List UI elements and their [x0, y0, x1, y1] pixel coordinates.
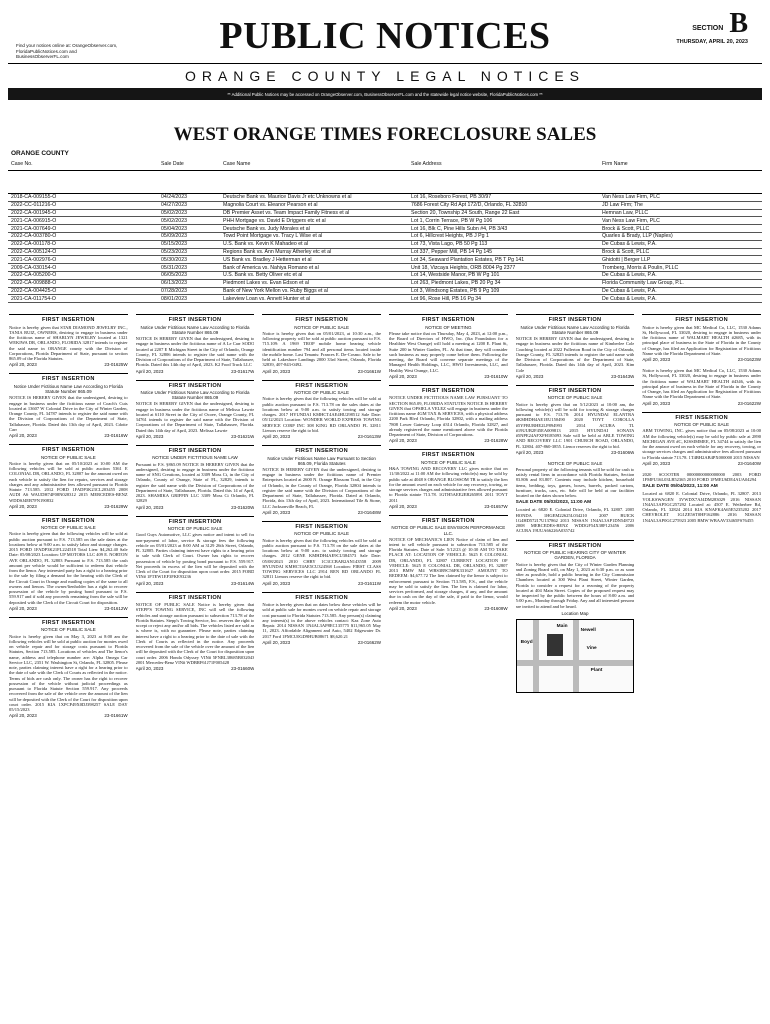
legal-notice — [262, 314, 381, 373]
insertion-label: FIRST INSERTION — [41, 517, 95, 524]
case-number: 2022-CC-011216-O — [11, 202, 57, 209]
online-line: BusinessObserverFL.com — [16, 54, 69, 60]
notice-body: Personal property of the following tenants will be sold for cash to satisfy rental liens in accordance with Florida Statutes, Section 83.806 and 83.807. Contents may include kitchen, household items, bedding, toys, games, boxes, barrels, packed cartons, furniture, trucks, cars, etc. Sale will be held at our facilities located on the dates shown below. — [515, 466, 635, 499]
notice-reference-number: 23-01617W — [231, 368, 255, 374]
publication-date: April 20, 2023 — [135, 504, 164, 510]
case-name: U.S. Bank vs. Kevin K Mahadeo et al — [223, 241, 309, 248]
foreclosure-heading: WEST ORANGE TIMES FORECLOSURE SALES — [173, 124, 597, 145]
table-row — [8, 233, 762, 241]
notice-body: NOTICE OF MECHANIC'S LIEN Notice of claim of lien and intent to sell vehicle pursuant to subsection 713.585 of the Florida Statutes. Date of Sale: 5/12/23 @ 10:30 AM TO TAKE PLACE AT: LOCATION OF VEHICLE: 5625 E COLONIAL DR, ORLANDO, FL 32807 CURRENT LOCATION OF VEHICLE: 5625 E COLONIAL DR, ORLANDO, FL 32807 2013 BMW M4 WBS3R9C56FK331627 AMOUNT TO REDEEM: $4,677.72 The lien claimed by the lienor is subject to enforcement pursuant to Section 713.585, F.S., and the vehicle may be sold to satisfy the lien. The lien is claimed for labor, services performed, and storage charges, if any, and the amount due in cash on the day of the sale, if paid to the lienor, would redeem the motor vehicle. — [388, 536, 508, 605]
map-road-label: Newell — [580, 627, 596, 633]
table-row — [8, 249, 762, 257]
publication-date: April 20, 2023 — [9, 362, 37, 368]
notice-body: Notice is hereby given that on dates below these vehicles will be sold at public sale for monies owed on vehicle repair and storage cost pursuant to Florida Statutes 713.585. Any person(s) claiming any interest(s) in the above vehicles contact: Kaz Zone Auto Repair. 2014 NISSAN 1N4AL3AP8EC135775 $11,965.05 May 11, 2023. Affordable Alignment and Auto, 5402 Edgewater Dr. 2017 Ford 1FMCU0GD9HUB08671 $8,620.21 — [262, 602, 381, 639]
sale-date: 05/15/2023 — [161, 241, 187, 248]
sale-date-heading: SALE DATE 05/04/2023, 11:00 AM — [642, 484, 718, 490]
legal-notice — [262, 592, 381, 645]
sale-date: 04/24/2023 — [161, 194, 187, 201]
sale-address: Lot 73, Vista Lago, PB 50 Pg 113 — [411, 241, 488, 248]
case-name: Bank of America vs. Nahiya Romano et al — [223, 264, 319, 271]
insertion-label: FIRST INSERTION — [41, 447, 95, 454]
notice-reference-number: 23-01628W — [484, 438, 508, 444]
notice-body: NOTICE IS HEREBY GIVEN that the undersigned, desiring to engage in business under the fictitious name of Premier Enterprises located at 2600 N. Orange Blossom Trail, in the City of Orlando, in the County of Orange, Florida 32804 intends to register the said name with the Division of Corporations of the Department of State, Tallahassee, Florida. Dated at Orlando, Florida, this 13th day of April, 2023. International Tile & Stone, LLC Jacksonville Beach, FL — [262, 466, 381, 509]
legal-notice — [642, 368, 761, 406]
notice-body: Notice is hereby given that STAR DIAMOND JEWELRY INC., TANIA RUIZ, OWNERS, desiring to engage in business under the fictitious name of SHARLYN JEWELRY located at 1321 WEKIWA DR, ORLANDO, FLORIDA 32817 intends to register the said name in ORANGE county with the Division of Corporations, Florida Department of State, pursuant to section 865.09 of the Florida Statutes. — [9, 324, 128, 362]
table-row — [8, 202, 762, 210]
table-row — [8, 194, 762, 202]
map-road-label: Plant — [590, 667, 603, 673]
firm-name: Quarles & Brady, LLP (Naples) — [602, 233, 673, 240]
notice-footer — [262, 581, 381, 586]
firm-name: Florida Community Law Group, P.L. — [602, 280, 684, 287]
notice-column — [516, 314, 635, 724]
sale-address: 7686 Forest City Rd Apt 172/D, Orlando, FL 32810 — [411, 202, 528, 209]
notice-footer — [9, 362, 128, 367]
notice-title: NOTICE OF PUBLIC SALE — [547, 460, 603, 466]
legal-notice — [9, 515, 128, 611]
legal-notice — [136, 592, 255, 672]
notice-column — [389, 314, 508, 724]
insertion-label: FIRST INSERTION — [421, 317, 475, 324]
notice-reference-number: 23-01610W — [484, 373, 508, 379]
firm-name: Brock & Scott, PLLC — [602, 248, 650, 255]
notice-footer — [9, 504, 128, 509]
table-row — [8, 272, 762, 280]
notice-title: NOTICE OF PUBLIC SALE ENVISION PERFORMANCE LLC. — [391, 525, 506, 536]
legal-notice-columns — [8, 314, 762, 724]
case-number: 2021-CA-002976-O — [11, 256, 57, 263]
notice-footer — [516, 450, 635, 455]
insertion-label: FIRST INSERTION — [295, 448, 348, 455]
notice-reference-number: 23-01625W — [104, 362, 128, 368]
case-number: 2022-CA-001178-O — [11, 241, 56, 248]
insertion-label: FIRST INSERTION — [295, 523, 348, 530]
notice-body: NOTICE OF PUBLIC SALE Notice is hereby given that STEPP'S TOWING SERVICE, INC will sell the following vehicles and storage auction pursuant to subsection 713.78 of the Florida Statutes. Stepp's Towing Service, Inc. reserves the right to accept or reject any and/or all bids. The vehicles listed are sold as is where is, with no guarantee. Please note, parties claiming interest have a right to a hearing prior to the date of sale with the Clerk of Courts as reflected in the notice. Any proceeds recovered from the sale of the vehicle over the amount of the lien will be deposited with the Clerk of the Court for disposition upon court order. 2006 Honda Odyssey VIN# 5FNRL38685B032043 2001 Mercedes-Benz VIN# WDBRF61J71F005428 — [135, 602, 255, 665]
sale-address: Lot 6, Hillcrest Heights, PB J Pg 1 — [411, 233, 489, 240]
notice-title: Notice Under Fictitious Name Law Pursuant to Section 865.09, Florida Statutes — [267, 455, 376, 466]
col-header-firm: Firm Name — [602, 161, 628, 167]
col-header-sale-address: Sale Address — [411, 161, 442, 167]
firm-name: De Cubas & Lewis, P.A. — [602, 287, 657, 294]
case-name: Lakeview Loan vs. Annett Hunter et al — [223, 295, 311, 302]
sale-date: 05/04/2023 — [161, 225, 187, 232]
case-number: 2018-CA-009155-O — [11, 194, 57, 201]
sale-vehicle-list: Located at: 6820 E. Colonial Drive, Orlando, FL 32807. 2013 VOLKSWAGEN 3VWDX7AJ4DM283029 2016 NISSAN 1N4AL3AP5GC257292 Located at: 4507 E. Wetherbee Rd, Orlando, FL 32824 2014 KIA KNAFK4A65E5235202 2017 CHEVROLET 1G1ZE5ST0HF162886 2016 NISSAN 1N4AL3AP0GC275923 2005 BMW WBAAV33465FS76455 — [642, 491, 761, 523]
online-notice-bar: ** Additional Public Notices may be accessed on OrangeObserver.com, BusinessObserverFL.com and the statewide legal notice website, FloridaPublicNotices.com ** — [8, 88, 762, 100]
notice-footer — [9, 713, 128, 718]
notice-footer — [642, 357, 761, 362]
page-title: PUBLIC NOTICES — [219, 15, 551, 57]
notice-body: Notice is hereby given that the City of Winter Garden Planning and Zoning Board will, on May 1, 2023 at 6:30 p.m. or as soon after as possible, hold a public hearing in the City Commission Chambers located at 300 West Plant Street, Winter Garden, Florida to consider a request for a rezoning of the property located at 404 Main Street. Copies of the proposed request may be inspected by the public between the hours of 8:00 a.m. and 5:00 p.m., Monday through Friday. Any and all interested persons are invited to attend and be heard. — [515, 561, 635, 609]
case-number: 2022-CA-005200-O — [11, 272, 57, 279]
publication-date: April 20, 2023 — [135, 580, 164, 586]
insertion-label: FIRST INSERTION — [168, 317, 222, 324]
issue-date: THURSDAY, APRIL 20, 2023 — [676, 39, 748, 45]
section-letter: B — [729, 8, 748, 39]
insertion-label: FIRST INSERTION — [168, 518, 222, 525]
publication-date: April 20, 2023 — [135, 433, 164, 439]
publication-date: April 20, 2023 — [135, 666, 164, 672]
notice-reference-number: 23-01611W — [358, 580, 381, 586]
notice-title: NOTICE OF MEETING — [425, 324, 472, 330]
notice-footer — [9, 433, 128, 438]
notice-footer — [642, 401, 761, 406]
notice-reference-number: 23-01640W — [737, 460, 761, 466]
sale-date: 05/02/2023 — [161, 209, 187, 216]
notice-body: ABM TOWING, INC. gives notice that on 05/08/2023 at 10:00 AM the following vehicle(s) may be sold by public sale at 2890 MICHIGAN AVE #C, KISSIMMEE, FL 34744 to satisfy the lien for the amount owed on each vehicle for any recovery, towing, or storage services charges and administrative fees allowed pursuant to Florida statute 713.78. 1T4BH2AB4PX000000 2015 NISSAN — [642, 428, 761, 460]
section-block — [676, 10, 748, 45]
notice-title: Notice Under Fictitious Name Law According to Florida Statute Number 865.09 — [520, 324, 630, 335]
firm-name: Van Ness Law Firm, PLC — [602, 217, 660, 224]
notice-reference-number: 23-01609W — [484, 605, 508, 611]
notice-footer — [389, 374, 508, 379]
publication-date: April 20, 2023 — [262, 434, 291, 440]
notice-column — [642, 314, 761, 724]
map-road — [517, 660, 634, 666]
insertion-label: FIRST INSERTION — [421, 387, 475, 394]
notice-title: NOTICE OF PUBLIC SALE — [294, 390, 350, 396]
sale-date: 08/01/2023 — [161, 295, 187, 302]
publication-date: April 20, 2023 — [388, 605, 417, 611]
notice-title: NOTICE OF PUBLIC SALE — [294, 324, 350, 330]
notice-body: NOTICE IS HEREBY GIVEN that the undersigned, desiring to engage in business under the fictitious name of Kimberlee Cole Coaching located at 2022 Fullerton Road in the City of Orlando, Orange County, FL 32825 intends to register the said name with the Division of Corporations of the Department of State, Tallahassee, Florida. Dated this 14th day of April, 2023. Kim Cole — [515, 336, 635, 373]
legal-notice — [516, 461, 635, 534]
sale-address: Section 20, Township 24 South, Range 22 East — [411, 209, 520, 216]
publication-date: April 20, 2023 — [9, 503, 37, 509]
notice-footer — [136, 505, 255, 510]
notice-title: NOTICE OF PUBLIC SALE — [674, 422, 730, 428]
case-name: Deutsche Bank vs. Judy Morales et al — [223, 225, 310, 232]
firm-name: De Cubas & Lewis, P.A. — [602, 272, 657, 279]
notice-body: Notice is hereby given that MC Medical Co, LLC, 1530 Adams St, Hollywood, FL 33020, desiring to engage in business under the fictitious name of WALMART HEALTH #2685, with its principal place of business in the State of Florida in the County of Orange, has filed an Application for Registration of Fictitious Name with the Florida Department of State. — [642, 324, 761, 356]
legal-notice — [642, 314, 761, 362]
publication-date: April 20, 2023 — [262, 639, 291, 645]
publication-date: April 20, 2023 — [388, 503, 417, 509]
case-name: Piedmont Lakes vs. Evan Edson et al — [223, 280, 309, 287]
map-road — [533, 620, 539, 692]
notice-column — [136, 314, 255, 724]
insertion-label: FIRST INSERTION — [675, 317, 728, 324]
map-road-label: Boyd — [520, 639, 533, 645]
notice-footer — [389, 438, 508, 443]
table-row — [8, 241, 762, 249]
publication-date: April 20, 2023 — [9, 433, 37, 439]
notice-reference-number: 23-01622W — [737, 400, 761, 406]
case-number: 2009-CA-030154-O — [11, 264, 57, 271]
sale-date: 06/13/2023 — [161, 280, 187, 287]
sale-date: 07/28/2023 — [161, 287, 187, 294]
notice-reference-number: 23-01648W — [357, 509, 381, 515]
legal-notice — [136, 314, 255, 373]
notice-reference-number: 23-01621W — [231, 433, 255, 439]
sale-address: Unit 18, Vizcaya Heights, ORB 8004 Pg 2377 — [411, 264, 516, 271]
firm-name: De Cubas & Lewis, P.A. — [602, 295, 657, 302]
case-number: 2022-CA-009888-O — [11, 280, 57, 287]
masthead — [8, 0, 762, 64]
notice-reference-number: 23-01660W — [231, 666, 255, 672]
map-title: Location Map — [561, 610, 589, 616]
notice-footer — [136, 369, 255, 374]
online-line: FloridaPublicNotices.com and — [16, 48, 77, 54]
notice-footer — [262, 434, 381, 439]
notice-footer — [262, 640, 381, 645]
case-name: U.S. Bank vs. Betty Oliver etc et al — [223, 272, 303, 279]
county-label: ORANGE COUNTY — [11, 150, 69, 157]
notice-reference-number: 23-01612W — [104, 605, 128, 611]
notice-reference-number: 23-01620W — [231, 504, 255, 510]
notice-body: Notice is hereby given that on 05/10/2023 at 10:00 AM the following vehicles will be sold at public auction 5361 E COLONIAL DR, ORLANDO, FL 32807 for the amount owed on each vehicle to satisfy the lien for repairs, services and storage charges and any administrative fees allowed pursuant to Florida Statute 713.585. 2012 FORD 1FADP3K23CL203455 2008 AUDI A6 WAUDH74F08N028312 2015 MERCEDES-BENZ WDDSJ4EB7FN190832 — [9, 460, 128, 503]
insertion-label: FIRST INSERTION — [168, 447, 222, 454]
table-row — [8, 264, 762, 272]
notice-footer — [136, 434, 255, 439]
insertion-label: FIRST INSERTION — [548, 542, 602, 549]
insertion-label: FIRST INSERTION — [421, 452, 475, 459]
legal-notice — [642, 412, 761, 466]
insertion-label: FIRST INSERTION — [675, 414, 728, 421]
legal-notice — [389, 449, 508, 508]
notice-reference-number: 23-01643W — [611, 373, 635, 379]
notice-reference-number: 23-01606W — [611, 449, 635, 455]
notice-reference-number: 23-01629W — [104, 503, 128, 509]
notice-footer — [136, 666, 255, 671]
legal-notice — [516, 385, 635, 455]
table-row — [8, 280, 762, 288]
sale-date-heading: SALE DATE 05/03/2023, 11:00 AM — [515, 500, 592, 506]
publication-date: April 20, 2023 — [388, 373, 417, 379]
notice-body: NOTICE UNDER FICTITIOUS NAME LAW PURSUANT TO SECTION 865.09, FLORIDA STATUTES NOTICE IS HEREBY GIVEN that OPSIELA VELEZ will engage in business under the fictitious name 4GM TAX & SERVICES, with a physical address 2200 Park Blvd Orlando, Florida 32802, with a mailing address 7808 Lower Gateway Loop #314 Orlando, Florida 32827, and already registered the name mentioned above with the Florida Department of State, Division of Corporations. — [388, 395, 508, 438]
notice-title: NOTICE OF PUBLIC SALE — [40, 454, 96, 460]
insertion-label: FIRST INSERTION — [295, 317, 348, 324]
publication-date: April 20, 2023 — [642, 400, 671, 406]
notice-body: 2020 SCOOTER 00000000000000000 2003 FORD 1FMFU16L03LB52365 2010 FORD 1FMEU6DE4AUA04294 — [642, 471, 761, 483]
notice-body: Good Guys Automotive, LLC gives notice and intent to sell for non-payment of labor, service & storage fees the following vehicle on 05/01/2023 at 8:00 AM at 3129 26th Street, Orlando, FL 32805. Parties claiming interest have rights to a hearing prior to sale with Clerk of Court. Owner has rights to recover possession of vehicle by posting bond pursuant to F.S. 559.917. Net proceeds in excess of the lien will be deposited with the Clerk of the Court for disposition upon court order. 2015 FORD VIN# 1FTEW1EF3FKE93236 — [135, 532, 255, 580]
notice-footer — [389, 504, 508, 509]
location-map — [516, 619, 635, 693]
sale-date: 06/05/2023 — [161, 272, 187, 279]
notice-footer — [9, 606, 128, 611]
sale-date: 05/31/2023 — [161, 264, 187, 271]
notice-title: NOTICE OF PUBLIC SALE — [40, 525, 96, 531]
notice-body: Notice is hereby given that MC Medical Co, LLC, 1530 Adams St, Hollywood, FL 33020, desiring to engage in business under the fictitious name of WALMART HEALTH #4346, with its principal place of business in the State of Florida in the County of Orange, has filed an Application for Registration of Fictitious Name with the Florida Department of State. — [642, 368, 761, 400]
notice-title: NOTICE OF PUBLIC SALE — [547, 395, 603, 401]
insertion-label: FIRST INSERTION — [295, 382, 348, 389]
legal-notice — [136, 516, 255, 586]
notice-reference-number: 23-01662W — [357, 639, 381, 645]
sale-date: 05/30/2023 — [161, 256, 187, 263]
notice-body: Notice is hereby given that on 05/01/2023, at 10:30 a.m., the following property will be sold at public auction pursuant to F.S. 715.109: A 1969 TROP mobile home bearing vehicle identification number 794 and all personal items located inside the mobile home. Last Tenants: Frances E. De-Cosmo. Sale to be held at: Lakeshore Landings 2000 33rd Street, Orlando, Florida 32839, 407-843-0492. — [262, 330, 381, 368]
case-number: 2021-CA-007649-O — [11, 225, 57, 232]
col-header-sale-date: Sale Date — [161, 161, 184, 167]
table-row — [8, 295, 762, 303]
case-name: Magnolia Court vs. Eleanor Pearson et al — [223, 202, 318, 209]
legal-notice — [642, 472, 761, 523]
section-label: SECTION — [692, 25, 724, 32]
case-number: 2021-CA-006915-O — [11, 217, 57, 224]
notice-reference-number: 23-01613W — [357, 434, 381, 440]
notice-body: Please take notice that on Thursday, May 4, 2023, at 12:00 p.m., the Board of Directors of HWO, Inc. (fka Foundation for a Healthier West Orange) will hold a meeting at 1200 E. Plant St, Suite 200 in Winter Garden, FL. At that time, they will consider such business as may properly come before them. Following the meeting, the Board will convene separate meetings of the Managed Health Holdings, LLC, HWO Investments, LLC, and Healthy West Orange, LLC. — [388, 330, 508, 373]
notice-title: NOTICE OF PUBLIC HEARING CITY OF WINTER GARDEN, FLORIDA — [524, 550, 626, 561]
insertion-label: FIRST INSERTION — [168, 382, 222, 389]
legal-notice — [389, 314, 508, 379]
legal-notice — [516, 540, 635, 693]
sale-date: 04/27/2023 — [161, 202, 187, 209]
notice-footer — [136, 581, 255, 586]
insertion-label: FIRST INSERTION — [41, 619, 95, 626]
sale-address: Lot 34, Seaward Plantation Estates, PB T Pg 141 — [411, 256, 525, 263]
notice-title: NOTICE UNDER FICTITIOUS NAME LAW — [152, 455, 238, 461]
legal-notice — [9, 617, 128, 718]
publication-date: April 20, 2023 — [642, 357, 671, 363]
sale-address: Lot 14, Westside Manor, PB W Pg 101 — [411, 272, 500, 279]
case-number: 2022-CA-001945-O — [11, 209, 57, 216]
case-number: 2022-CA-004425-O — [11, 287, 57, 294]
legal-notice — [136, 380, 255, 439]
sale-address: Lot 96, Rose Hill, PB 16 Pg 34 — [411, 295, 482, 302]
legal-notice — [389, 385, 508, 444]
case-name: Towd Point Mortgage vs. Tracy L Wise et al — [223, 233, 323, 240]
publication-date: April 20, 2023 — [388, 438, 417, 444]
legal-notice — [9, 373, 128, 438]
publication-date: April 20, 2023 — [515, 373, 544, 379]
firm-name: De Cubas & Lewis, P.A. — [602, 241, 657, 248]
table-row — [8, 225, 762, 233]
table-row — [8, 288, 762, 296]
notice-reference-number: 23-01616W — [104, 433, 128, 439]
notice-body: NOTICE IS HEREBY GIVEN that the undersigned, desiring to engage in business under the fictitious name of A Le Carr SODO located at 2207 E Michigan Street in the City of Orlando, Orange County, FL 32806 intends to register the said name with the Division of Corporations of the Department of State, Tallahassee, Florida. Dated this 14th day of April, 2023. K2 Food Truck LLC — [135, 336, 255, 368]
notice-title: NOTICE OF PUBLIC SALE — [40, 627, 96, 633]
publication-date: April 20, 2023 — [135, 368, 164, 374]
case-name: DB Premier Asset vs. Team Impact Family Fitness et al — [223, 209, 350, 216]
foreclosure-table-body — [8, 193, 762, 303]
case-name: Deutsche Bank vs. Maurice Davis Jr etc Unknowns et al — [223, 194, 352, 201]
notice-reference-number: 23-01614W — [231, 580, 255, 586]
publication-date: April 20, 2023 — [9, 713, 37, 719]
notice-title: NOTICE OF PUBLIC SALE — [294, 531, 350, 537]
firm-name: Hemnan Law, PLLC — [602, 209, 649, 216]
case-name: US Bank vs. Bradley J Hetterman et al — [223, 256, 312, 263]
notice-body: NOTICE IS HEREBY GIVEN that the undersigned, desiring to engage in business under the fictitious name of Melissa Lawrie located at 6110 Street in the City of Ocoee, Orange County, FL 34761 intends to register the said name with the Division of Corporations of the Department of State, Tallahassee, Florida. Dated this 14th day of April, 2023. Melissa Lawrie — [135, 401, 255, 433]
insertion-label: FIRST INSERTION — [295, 594, 348, 601]
insertion-label: FIRST INSERTION — [41, 376, 95, 383]
legal-notice — [389, 515, 508, 611]
publication-date: April 20, 2023 — [262, 368, 291, 374]
insertion-label: FIRST INSERTION — [548, 317, 602, 324]
sale-address: Lot 16, Blk C, Pine Hills Subn #4, PB 3/43 — [411, 225, 508, 232]
notice-column — [9, 314, 128, 724]
case-number: 2022-CA-005124-O — [11, 248, 57, 255]
case-number: 2021-CA-011754-O — [11, 295, 56, 302]
publication-date: April 20, 2023 — [9, 605, 37, 611]
notice-column — [262, 314, 381, 724]
publication-date: April 20, 2023 — [642, 460, 671, 466]
insertion-label: FIRST INSERTION — [168, 594, 222, 601]
table-row — [8, 256, 762, 264]
sale-date: 05/02/2023 — [161, 217, 187, 224]
notice-reference-number: 23-01623W — [737, 357, 761, 363]
sale-address: Lot 3, Windsong Estates, PB 9 Pg 109 — [411, 287, 500, 294]
sale-vehicle-list: Located at: 6820 E. Colonial Drive, Orlando, FL 32807. 2005 HONDA 1HGEM22625L034210 2007 BUICK 1G4HD57217U137862 2013 NISSAN 1N4AL3AP1DN548723 2008 MERCEDES-BENZ WDDGF54X38F123456 2006 ACURA 19UUA66226A035742 — [515, 507, 635, 534]
col-header-case-name: Case Name — [223, 161, 251, 167]
notice-body: Notice is hereby given that on May 3, 2023 at 8:00 am the following vehicles will be sold at public auction for monies owed on vehicle repair and for storage costs pursuant to Florida Statutes, Section 713.585. Locations of vehicles and The lienor's name, address and telephone number are: Alpha Omega Car Service LLC, 2351 W. Washington St, Orlando, FL 32805. Please note, parties claiming interest have a right for a hearing prior to the date of sale with the Clerk of Courts as reflected in the notice. Terms of bids are cash only. The owner has the right to recover possession of the vehicle without judicial proceedings as pursuant to Florida Statute Section 559.917. Any proceeds recovered from the sale of the vehicle over the amount of the lien will be deposited with the Clerk of the Court for disposition upon court order. 2015 KIA 1XPCP49X0DJ398257 SALE DAY 05/15/2023 — [9, 633, 128, 713]
firm-name: JD Law Firm; The — [602, 202, 643, 209]
publication-date: April 20, 2023 — [262, 509, 291, 515]
legal-notice — [262, 445, 381, 515]
notice-reference-number: 23-01661W — [357, 368, 381, 374]
legal-notice — [262, 521, 381, 586]
map-road-label: Vine — [586, 645, 597, 651]
firm-name: Van Ness Law Firm, PLC — [602, 194, 660, 201]
notice-title: Notice Under Fictitious Name Law According to Florida Statute Number 865.09 — [140, 390, 250, 401]
notice-title: NOTICE OF PUBLIC SALE — [167, 526, 223, 532]
legal-notice — [9, 314, 128, 367]
col-header-case: Case No. — [11, 161, 33, 167]
notice-body: Pursuant to F.S. §865.09 NOTICE IS HEREBY GIVEN that the undersigned, desiring to engage in business under the fictitious name of SNG Creations, located at 3309 Moss Ct, in the City of Orlando, County of Orange, State of FL, 32829, intends to register the said name with the Division of Corporations of the Department of State, Tallahassee, Florida. Dated this 14 of April, 2023. SHAMIKA GRIFFIN LLC 3309 Moss Ct Orlando, FL 32829 — [135, 461, 255, 504]
sale-address: Lot 1, Corrin Terrace, PB W Pg 106 — [411, 217, 493, 224]
legal-notice — [9, 444, 128, 509]
notice-title: Notice Under Fictitious Name Law According to Florida Statute Number 865.09 — [140, 324, 250, 335]
map-road — [573, 620, 579, 692]
insertion-label: FIRST INSERTION — [421, 517, 475, 524]
notice-body: H&A TOWING AND RECOVERY LLC gives notice that on 11/30/2022 at 11:00 AM the following vehicle(s) may be sold by public sale at 4048 S ORANGE BLOSSOM TR to satisfy the lien for the amount owed on each vehicle for any recovery, towing, or storage services charges and administrative fees allowed pursuant to Florida statute 713.78. 1GTH5AEE2EB265891 2011 TOYT 2011 — [388, 466, 508, 503]
publication-date: April 20, 2023 — [262, 580, 291, 586]
sale-address: Lot 263, Piedmont Lakes, PB 20 Pg 34 — [411, 280, 501, 287]
notice-title: Notice Under Fictitious Name Law According to Florida Statute Number 865.09 — [13, 383, 123, 395]
notice-footer — [642, 461, 761, 466]
sale-date: 05/09/2023 — [161, 233, 187, 240]
sale-address: Lot 16, Roseboro Forest, PB 30/97 — [411, 194, 492, 201]
firm-name: Tromberg, Morris & Poulin, PLLC — [602, 264, 679, 271]
legal-notice — [262, 380, 381, 439]
notice-title: NOTICE OF PUBLIC SALE — [420, 459, 476, 465]
case-name: PHH Mortgage vs. David E Driggers etc et al — [223, 217, 326, 224]
map-road-label: Main — [556, 623, 568, 629]
notice-footer — [389, 606, 508, 611]
notice-footer — [262, 510, 381, 515]
legal-notice — [516, 314, 635, 379]
table-row — [8, 217, 762, 225]
insertion-label: FIRST INSERTION — [41, 317, 95, 324]
insertion-label: FIRST INSERTION — [548, 387, 602, 394]
publication-date: April 20, 2023 — [515, 449, 544, 455]
notice-body: NOTICE IS HEREBY GIVEN that the undersigned, desiring to engage in business under the fictitious name of Coach's Cuts located at 13607 W Colonial Drive in the City of Winter Garden, Orange County, FL 34787 intends to register the said name with the Division of Corporations of the Department of State, Tallahassee, Florida. Dated this 13th day of April, 2023. Cdotte Carr — [9, 395, 128, 432]
firm-name: Ghidotti | Berger LLP — [602, 256, 651, 263]
subject-site — [547, 634, 563, 656]
firm-name: Brock & Scott, PLLC — [602, 225, 650, 232]
notice-footer — [262, 369, 381, 374]
notice-body: Notice is hereby given that the following vehicles will be sold at public auction pursuant to F.S. 713.78 on the sale dates at the locations below at 9:00 a.m. to satisfy towing and storage charges. 2012 GENE KMHDH4AE9CU384573 Sale Date: 05/08/2023 2010 CHRY 1C3CCBAB2AN143558 2009 HYUNDAI KMHCT4AE5CU324568 Location: FIRST CLASS TOWING SERVICES LLC 2914 REN RD ORLANDO FL 32811 Lienors reserve the right to bid. — [262, 537, 381, 580]
notice-body: Notice is hereby given that on 5/12/2023 at 10:00 am, the following vehicle(s) will be sold for towing & storage charges pursuant to F.S. 713.78: 2014 HYUNDAI ELANTRA #KMHDH4AE1EU150490 2020 TOYT COROLLA #5YFBURHE2LP894993 2014 ACURA TL #19UUB2F45EA009813 2015 HYUNDAI SONATA #5NPE24AFXFH185093 Sale will be held at ABLE TOWING AND RECOVERY LLC 1901 CHURCH ROAD, ORLANDO, FL 32804. 407-860-3855. Lienor reserves the right to bid. — [515, 401, 635, 449]
sale-date: 05/23/2023 — [161, 248, 187, 255]
notice-reference-number: 23-01661W — [104, 713, 128, 719]
notice-footer — [516, 374, 635, 379]
foreclosure-table-header — [8, 159, 762, 171]
case-name: Bank of New York Mellon vs. Ruby Biggs et al — [223, 287, 328, 294]
notice-body: Notice is hereby given that the following vehicles will be sold at public auction pursuant to F.S. 713.585 on the sale dates at the locations below at 9:00 a.m. to satisfy labor and storage charges. 2015 FORD 1FADP3K21FL224518 Total Lien: $4,262.40 Sale Date: 05/08/2023 Location: UP MOTORS LLC 409 E. NORTON AVE ORLANDO, FL 32803 Pursuant to F.S. 713.585 the cash amount per vehicle would be sufficient to redeem that vehicle from the lienor. Any interested party has a right to a hearing prior to the sale by filing a demand for the hearing with the Clerk of the Circuit Court in Orange and mailing copies of the same to all owners and lienors. The owner/lienholder has a right to recover possession of the vehicle by posting bond pursuant to F.S. 559.917 and if sold any proceeds remaining from the sale will be deposited with the Clerk of the Circuit Court for disposition. — [9, 531, 128, 605]
notice-reference-number: 23-01657W — [484, 503, 508, 509]
case-name: Regions Bank vs. Ann Murray Atherley etc et al — [223, 248, 332, 255]
table-row — [8, 210, 762, 218]
notice-body: Notice is hereby given that the following vehicles will be sold at public auction pursuant to F.S. 713.78 on the sales dates at the locations below at 9:00 a.m. to satisfy towing and storage charges. 2017 HYUNDAI KMHCT4AE4HU298512 Sale Date: 05/12/2023 Location: WONDER WORLD EXPRESS TOWING SERVICE CORP INC 308 KING RD ORLANDO FL 32811 Lienors reserve the right to bid. — [262, 396, 381, 433]
case-number: 2022-CA-003780-O — [11, 233, 57, 240]
section-subtitle: ORANGE COUNTY LEGAL NOTICES — [184, 68, 586, 84]
legal-notice — [136, 445, 255, 510]
sale-address: Lot 337, Pepper Mill, PB 14 Pg 145 — [411, 248, 493, 255]
online-line: Find your notices online at: OrangeObserver.com, — [16, 43, 118, 48]
